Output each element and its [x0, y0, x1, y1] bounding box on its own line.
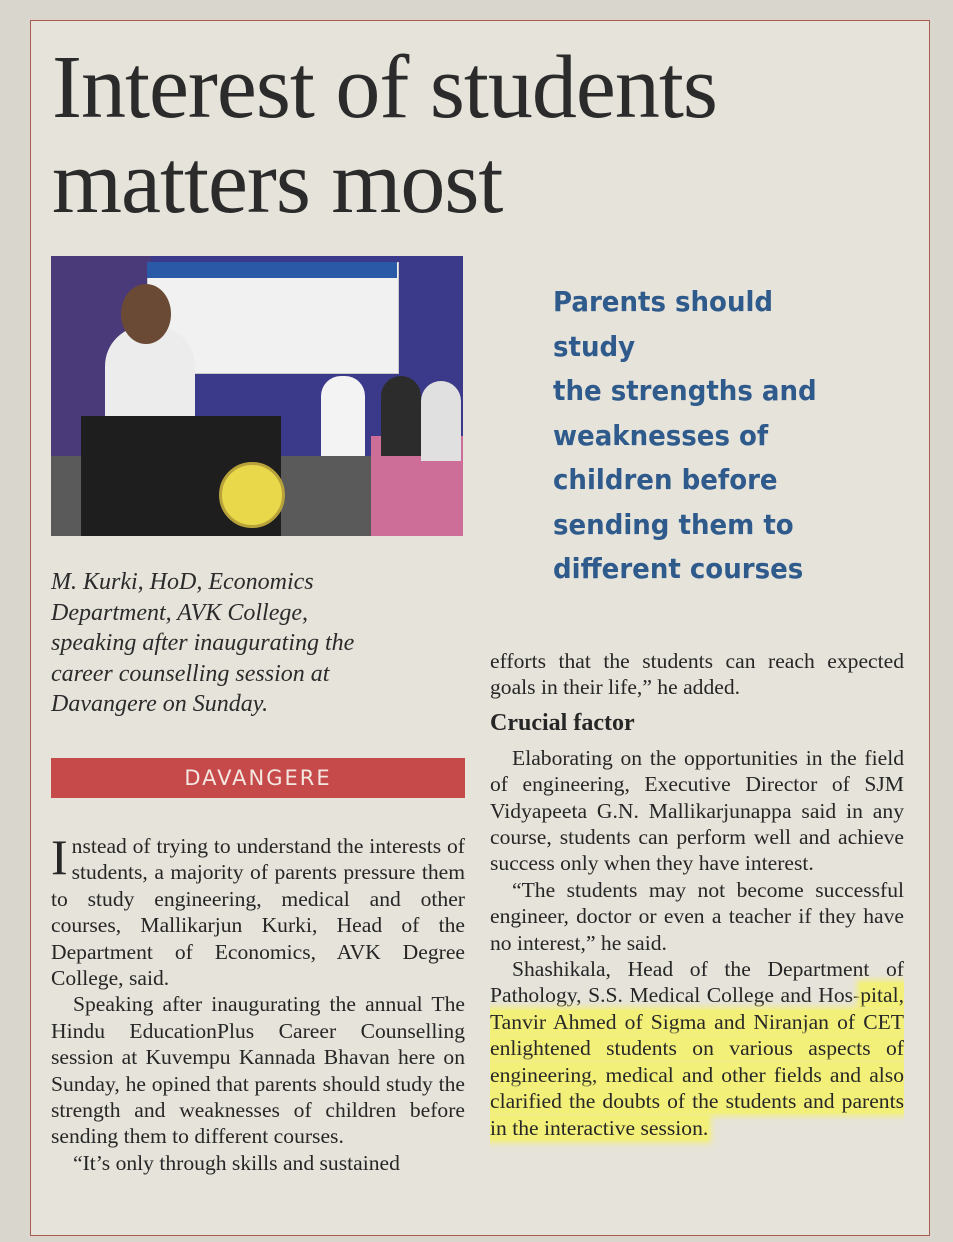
paragraph: “The students may not become successful engineer, doctor or even a teacher if they have no interest,” he said. — [490, 877, 904, 955]
headline-line-2: matters most — [52, 133, 503, 232]
paragraph: Speaking after inaugurating the annual The Hindu EducationPlus Career Counselling session at Kuvempu Kannada Bhavan here on Sunday, he opined that parents should study the strength and weaknesses of children before sending them to different courses. — [51, 992, 465, 1149]
headline-line-1: Interest of students — [52, 38, 717, 137]
pull-quote-line: sending them to — [553, 507, 794, 541]
paragraph: “It’s only through skills and sustained — [73, 1150, 400, 1175]
pull-quote-line: Parents should study — [553, 285, 774, 363]
caption-line: Davangere on Sunday. — [51, 691, 269, 717]
subheading: Crucial factor — [490, 709, 635, 736]
caption-line: Department, AVK College, — [51, 599, 308, 626]
caption-line: speaking after inaugurating the — [51, 630, 355, 656]
event-photo — [51, 256, 463, 536]
headline — [52, 40, 912, 230]
pull-quote-line: children before — [553, 463, 778, 496]
paragraph: Instead of trying to understand the interests of students, a majority of parents pressure them to study engineering, medical and other courses, Mallikarjun Kurki, Head of the Department of Economics, AVK Degree College, said. — [51, 829, 465, 991]
drop-cap: I — [51, 829, 68, 885]
pull-quote — [553, 280, 860, 592]
paragraph: Elaborating on the opportunities in the field of engineering, Executive Director of SJM Vidyapeeta G.N. Mallikarjunappa said in any course, students can perform well and achieve success only when they have interest. — [490, 745, 904, 876]
pull-quote-line: the strengths and — [553, 374, 817, 407]
highlighted-text: pital, Tanvir Ahmed of Sigma and Niranjan of CET enlightened students on various aspects of engineering, medical and other fields and also clarified the doubts of the students and parents in the interactive session. — [490, 983, 904, 1140]
caption-line: career counselling session at — [51, 660, 330, 687]
photo-caption — [51, 567, 471, 720]
paragraph: Shashikala, Head of the Department of Pathology, S.S. Medical College and Hos-pital, Tanvir Ahmed of Sigma and Niranjan of CET enlightened students on various aspects of engineering, medical and other fields and also clarified the doubts of the students and parents in the interactive session. — [490, 957, 904, 1140]
pull-quote-line: weaknesses of — [553, 418, 769, 452]
pull-quote-line: different courses — [553, 552, 804, 585]
dateline-bar: DAVANGERE — [51, 758, 465, 798]
article-column-left — [51, 829, 465, 1176]
article-column-right — [490, 648, 904, 1141]
paragraph: efforts that the students can reach expected goals in their life,” he added. — [490, 649, 904, 700]
caption-line: M. Kurki, HoD, Economics — [51, 569, 314, 595]
